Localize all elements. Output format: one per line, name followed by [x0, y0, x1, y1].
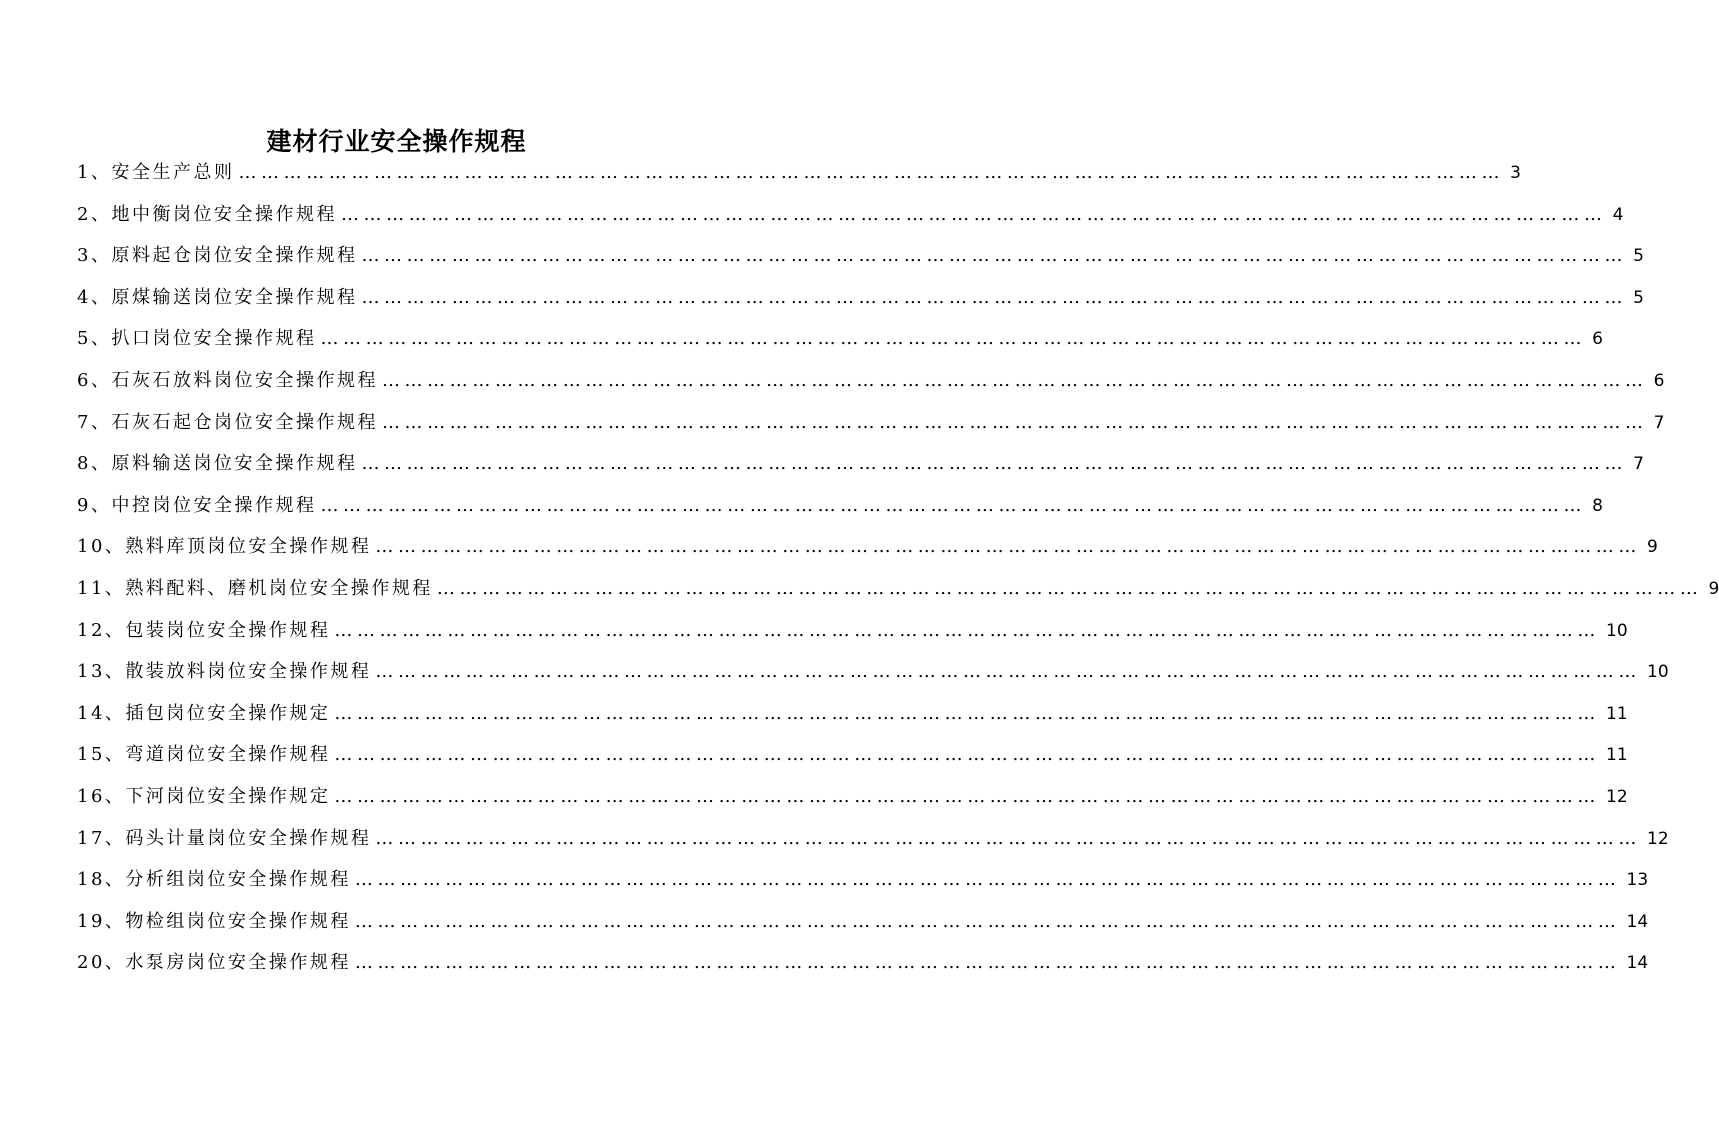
toc-entry-leader: …………………………………………………………………………………………………………………………………………………… — [238, 162, 1505, 183]
toc-entry-label: 11、熟料配料、磨机岗位安全操作规程 — [77, 577, 433, 599]
toc-entry-leader: …………………………………………………………………………………………………………………………………………………… — [361, 245, 1628, 267]
toc-entry-page-number: 3 — [1510, 163, 1521, 183]
toc-entry-leader: …………………………………………………………………………………………………………………………………………………… — [354, 910, 1621, 932]
toc-entry-label: 17、码头计量岗位安全操作规程 — [77, 827, 372, 849]
toc-entry-leader: …………………………………………………………………………………………………………………………………………………… — [320, 328, 1587, 350]
toc-entry-page-number: 12 — [1647, 828, 1669, 849]
toc-entry-leader: …………………………………………………………………………………………………………………………………………………… — [375, 827, 1642, 849]
toc-entry-page-number: 14 — [1626, 911, 1649, 932]
toc-entry-page-number: 9 — [1708, 578, 1719, 599]
toc-entry-page-number: 8 — [1592, 495, 1603, 516]
toc-entry-page-number: 7 — [1633, 454, 1644, 475]
toc-entry-page-number: 14 — [1626, 953, 1649, 974]
toc-entry-label: 10、熟料库顶岗位安全操作规程 — [77, 536, 372, 558]
toc-entry-leader: …………………………………………………………………………………………………………………………………………………… — [334, 619, 1601, 641]
toc-entry-page-number: 11 — [1606, 703, 1628, 724]
toc-entry-page-number: 7 — [1653, 412, 1665, 433]
toc-entry-leader: …………………………………………………………………………………………………………………………………………………… — [354, 952, 1621, 974]
toc-entry[interactable] — [77, 901, 1649, 943]
toc-entry-page-number: 5 — [1633, 246, 1644, 267]
toc-entry-leader: …………………………………………………………………………………………………………………………………………………… — [334, 785, 1601, 807]
toc-entry[interactable] — [77, 152, 1521, 194]
toc-entry[interactable] — [77, 277, 1644, 319]
toc-entry-leader: …………………………………………………………………………………………………………………………………………………… — [320, 494, 1587, 516]
toc-entry-label: 13、散装放料岗位安全操作规程 — [77, 661, 372, 683]
toc-entry-page-number: 4 — [1612, 204, 1624, 225]
toc-entry-label: 2、地中衡岗位安全操作规程 — [77, 203, 337, 225]
toc-entry-label: 4、原煤输送岗位安全操作规程 — [77, 286, 358, 308]
toc-entry-page-number: 5 — [1633, 287, 1644, 308]
toc-entry[interactable] — [77, 194, 1624, 236]
toc-entry-label: 18、分析组岗位安全操作规程 — [77, 869, 351, 891]
toc-entry-leader: …………………………………………………………………………………………………………………………………………………… — [381, 411, 1648, 433]
toc-entry[interactable] — [77, 402, 1665, 444]
toc-entry[interactable] — [77, 610, 1628, 652]
toc-entry-label: 9、中控岗位安全操作规程 — [77, 494, 317, 516]
toc-entry-leader: …………………………………………………………………………………………………………………………………………………… — [436, 577, 1703, 599]
toc-entry[interactable] — [77, 235, 1644, 277]
toc-entry-label: 15、弯道岗位安全操作规程 — [77, 744, 331, 766]
toc-entry[interactable] — [77, 693, 1628, 735]
toc-entry-label: 19、物检组岗位安全操作规程 — [77, 910, 351, 932]
toc-entry[interactable] — [77, 859, 1649, 901]
toc-entry-label: 14、插包岗位安全操作规定 — [77, 702, 331, 724]
toc-entry-label: 3、原料起仓岗位安全操作规程 — [77, 245, 358, 267]
toc-entry[interactable] — [77, 360, 1665, 402]
toc-entry-page-number: 10 — [1647, 662, 1669, 683]
toc-entry-label: 12、包装岗位安全操作规程 — [77, 619, 331, 641]
toc-entry-label: 6、石灰石放料岗位安全操作规程 — [77, 369, 378, 391]
toc-entry-label: 8、原料输送岗位安全操作规程 — [77, 453, 358, 475]
toc-entry-page-number: 11 — [1606, 745, 1628, 766]
toc-entry-page-number: 12 — [1606, 786, 1628, 807]
toc-entry-page-number: 6 — [1653, 370, 1665, 391]
toc-entry-page-number: 10 — [1606, 620, 1628, 641]
toc-entry-leader: …………………………………………………………………………………………………………………………………………………… — [375, 536, 1642, 558]
toc-entry[interactable] — [77, 818, 1669, 860]
toc-entry[interactable] — [77, 651, 1669, 693]
toc-entry[interactable] — [77, 734, 1628, 776]
toc-entry-leader: …………………………………………………………………………………………………………………………………………………… — [354, 869, 1621, 891]
toc-entry[interactable] — [77, 443, 1644, 485]
toc-entry[interactable] — [77, 318, 1603, 360]
toc-entry-leader: …………………………………………………………………………………………………………………………………………………… — [361, 453, 1628, 475]
toc-entry-leader: …………………………………………………………………………………………………………………………………………………… — [381, 369, 1648, 391]
table-of-contents — [77, 152, 1719, 984]
toc-entry[interactable] — [77, 568, 1719, 610]
toc-entry-page-number: 9 — [1647, 537, 1658, 558]
toc-entry-page-number: 13 — [1626, 870, 1649, 891]
page-title: 建材行业安全操作规程 — [266, 126, 527, 156]
toc-entry-label: 1、安全生产总则 — [77, 162, 235, 183]
toc-entry-label: 7、石灰石起仓岗位安全操作规程 — [77, 411, 378, 433]
toc-entry-leader: …………………………………………………………………………………………………………………………………………………… — [375, 661, 1642, 683]
toc-entry-label: 5、扒口岗位安全操作规程 — [77, 328, 317, 350]
toc-entry-leader: …………………………………………………………………………………………………………………………………………………… — [334, 702, 1601, 724]
toc-entry[interactable] — [77, 485, 1603, 527]
toc-entry-leader: …………………………………………………………………………………………………………………………………………………… — [334, 744, 1601, 766]
toc-entry-leader: …………………………………………………………………………………………………………………………………………………… — [361, 286, 1628, 308]
toc-entry-page-number: 6 — [1592, 329, 1603, 350]
toc-entry-label: 20、水泵房岗位安全操作规程 — [77, 952, 351, 974]
toc-entry[interactable] — [77, 776, 1628, 818]
toc-entry-leader: …………………………………………………………………………………………………………………………………………………… — [340, 203, 1607, 225]
toc-entry[interactable] — [77, 942, 1649, 984]
toc-entry-label: 16、下河岗位安全操作规定 — [77, 785, 331, 807]
toc-entry[interactable] — [77, 526, 1658, 568]
